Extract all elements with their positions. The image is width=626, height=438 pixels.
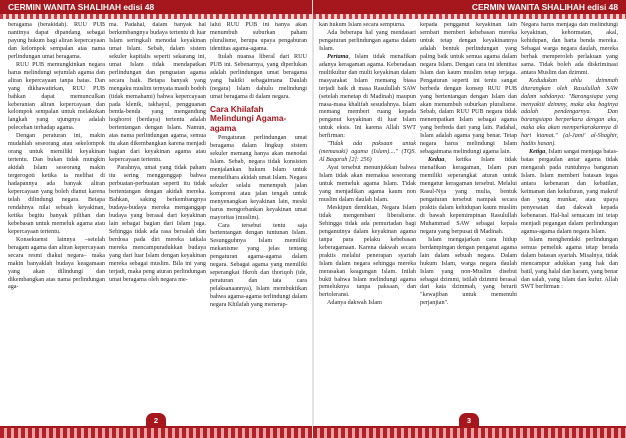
point-label: Ketiga	[529, 149, 546, 156]
right-column-1	[319, 22, 416, 410]
paragraph: Negara harus menjaga dan melindungi keyakinan, kehormatan, akal, kehidupan, dan harta benda mereka. Sebagai warga negara daulah, mereka berhak memperoleh perlakuan yang sama. Tidak boleh ada diskriminasi antara Muslim dan dzimmi.	[521, 22, 618, 76]
paragraph: Pengaturan perlindungan umat beragama dalam lingkup sistem sekuler memang hanya akan menodai Islam. Sebab, negara tidak konsisten menjalankan hukum Islam untuk memelihara akidah umat Islam. Negara sekuler selalu menempuh jalan kompromi atau jalan tengah untuk menyenangkan keyakinan lain, meski harus mengorbankan keyakinan umat mayoritas (muslim).	[210, 135, 307, 221]
paragraph: kan hukum Islam secara sempurna.	[319, 22, 406, 28]
right-column-2	[420, 22, 517, 410]
hadith-lead: Kedudukan ahlu dzimmah	[529, 77, 618, 84]
paragraph: Dengan peraturan ini, makin mudahlah seseorang atau sekelompok orang untuk memiliki keyakinan tertentu. Dan bukan tidak mungkin akidah Islam seseorang makin tergerogoti ketika ia melihat di hadapannya ada banyak aliran kepercayaan yang boleh dianut karena telah dilindungi negara. Betapa rendahnya nilai sebuah keyakinan, ketika begitu banyak pilihan dan kebebasan untuk memeluk agama atau kepercayaan tertentu.	[8, 133, 105, 235]
left-footer	[0, 412, 313, 438]
left-column-1	[8, 22, 105, 410]
paragraph: Islam menghendaki perlindungan semua pemeluk agama tetap berada dalam batasan syariah. Misalnya, tidak mencampur adukkan yang hak dan batil, yang halal dan haram, yang benar dan salah, yang Islam dan kufur. Allah SWT berfirman :	[521, 236, 618, 291]
paragraph: Ada beberapa hal yang mendasari pengaturan perlindungan agama dalam Islam.	[319, 29, 416, 52]
point-text: , Islam tidak menafikan adanya keragaman agama. Keberadaan multikultur dan multi keyakinan dalam masyarakat Islam memang biasa terjadi baik di masa Rasulullah SAW (setelah menetap di Madinah) maupun masa-masa khalifah sesudahnya. Islam memang memberi ruang kepada penganut keyakinan di luar Islam untuk eksis. Ini karena Allah SWT berfirman:	[319, 53, 416, 140]
page-number: 3	[459, 413, 479, 427]
paragraph: RUU PUB memungkinkan negara harus melindungi sejumlah agama dan aliran kepercayaan tanpa batas. Dan yang dikhawatirkan, RUU PUB bahkan dapat memunculkan keberanian aliran kepercayaan dan kelompok sempalan untuk melakukan langkah yang ujungnya adalah pelecehan terhadap agama.	[8, 61, 105, 132]
quran-quote: "Tidak ada paksaan untuk (memasuki) agama (Islam)...." (TQS. Al Baqarah [2]: 256)	[319, 141, 416, 164]
paragraph: Parahnya, umat yang tidak paham itu sering menggunggap bahwa perbuatan-perbuatan seperti itu tidak bertentangan dengan akidah mereka. Bahkan, saking berkembangnya budaya-budaya mereka menganggap budaya yang berasal dari keyakinan lain sebagai bagian dari Islam juga. Sehingga tidak ada rasa bersalah dan berdosa pada diri mereka tatkala mereka mencampuradukkan budaya yang dari luar Islam dengan keyakinan mereka sebagai muslim. Bila ini yang terjadi, maka peng aturan perlindungan umat beragama oleh negara me-	[109, 165, 206, 283]
right-columns	[319, 22, 619, 410]
paragraph: Ayat tersebut menunjukkan bahwa Islam tidak akan memaksa seseorang untuk memeluk agama Islam. Tidak yang menjadikan agama kaum non muslim dalam daulah Islam.	[319, 165, 416, 203]
left-header-ornament	[0, 14, 313, 19]
paragraph: kepada pengganut keyakinan lain sembari memberi kebebasan mereka untuk tetap dengan keyakinannya adalah bentuk perlindungan yang paling baik untuk semua agama dalam negara Islam. Dengan cara ini identitas Islam dan kaum muslim tetap terjaga. Pengaturan seperti ini tentu sangat berbeda dengan konsep RUU PUB yang bertentangan dengan Islam dan akan menumbuh suburkan pluralisme. Sebab, dalam RUU PUB negara tidak menempatkan Islam sebagai agama yang berbeda dari yang lain. Padahal, Islam adalah agama yang benar. Tetap negara harus melindungi Islam sebagaimana melindungi agama lain.	[420, 22, 517, 156]
paragraph: Meskipun demikian, Negara Islam tidak mengembani liberalisme. Sehingga tidak ada pemurtadan bagi penganutnya dalam keyakinan agama tanpa para pelaku kebebasan keberagamaan. Karena dakwah secara praktis melalui penerapan syariah Islam dalam negara sehingga mereka merasakan keagungan Islam. Inilah bukti bahwa Islam melindungi agama pemeluknya tanpa paksaan, dan bertoleransi.	[319, 204, 416, 299]
left-column-2	[109, 22, 206, 410]
right-page	[313, 0, 626, 438]
right-column-3	[521, 22, 618, 410]
point-text: , ketika Islam tidak menafikan keragaman, Islam pun memiliki seperangkat aturan untuk mengatur keragaman tersebut. Melalui Rasul-Nya yang mulia, bentuk pengaturan tersebut nampak secara praktis dalam kehidupan kaum muslim di bawah kepemimpinan Rasulullah Muhammad SAW sebagai kepala negara yang berpusat di Madinah.	[420, 157, 517, 235]
hadith-text: diterangkan oleh Rasulullah SAW dalam sabdanya: "Barangsiapa yang menyakiti dzimmy, maka aku baginya adalah pendengarnya. Dan barangsiapa berperkara dengan aku, maka aku akan memperkarakannya di hari kiamat." (al-Jami' al-Shaghir, hadits hasan).	[521, 85, 618, 148]
paragraph: lalui RUU PUB ini hanya akan menumbuh suburkan paham pluralisme, berupa upaya pengaburan identitas agama-agama.	[210, 22, 307, 52]
right-footer	[313, 412, 626, 438]
right-header-title: CERMIN WANITA SHALIHAH edisi 48	[471, 2, 618, 12]
paragraph	[319, 54, 416, 141]
paragraph: Islam mengajarkan cara hidup berdampingan dengan penganut agama lain dalam sebuah negara. Dalam hukum Islam, warga negara daulah Islam yang non-Muslim disebut sebagai dzimmi, istilah dzimmi berasal dari kata dzimmah, yang berarti "kewajiban untuk memenuhi perjanjian".	[420, 236, 517, 307]
paragraph	[420, 157, 517, 237]
point-label: Pertama	[327, 53, 349, 60]
footer-ornament	[0, 428, 313, 438]
paragraph	[521, 149, 618, 236]
paragraph: beragama (berakidah). RUU PUB nantinya dapat dipandang sebagai payung hukum bagi aliran kepercayaan dan kelompok sempalan atas nama perlindungan umat beragama.	[8, 22, 105, 60]
left-column-3	[210, 22, 307, 410]
left-columns	[8, 22, 308, 410]
paragraph: ma. Padahal, dalam banyak hal berkembangnya budaya tertentu di luar Islam seringkali menodai keyakinan umat Islam. Sebab, dalam sistem sekuler kapitalis seperti sekarang ini, umat Islam tidak mendapatkan perlindungan dan penguatan agama secara baik. Betapa banyak yang mengaku muslim ternyata masih bodoh (tidak memahami) bahwa kepercayaan pada klenik, takhayul, pengguanan benda-benda yang mengandung hoghorot (berdaya) tertentu adalah bertentangan dengan Islam. Namun, atas nama perlindungan agama, semua itu akan dikembangkan karena menjadi bagian dari keyakinan agama atau kepercayaan tertentu.	[109, 22, 206, 164]
right-header	[313, 0, 626, 14]
paragraph	[521, 78, 618, 150]
left-header-title: CERMIN WANITA SHALIHAH edisi 48	[8, 2, 155, 12]
page-number: 2	[146, 413, 166, 427]
right-header-ornament	[313, 14, 626, 19]
footer-ornament	[313, 428, 626, 438]
paragraph: Konsekuensi lainnya –setelah beragam agama dan aliran kepercayaan secara resmi diakui negara– maka makin banyaklah budaya keagamaan yang akan dilindungi dan dikembangkan atas nama perlindungan aga-	[8, 236, 105, 291]
section-heading: Cara Khilafah Melindungi Agama-agama	[210, 103, 287, 133]
paragraph: Itulah nuansa liberal dari RUU PUB ini. Sebenarnya, yang diperlukan adalah perlindungan umat beragama yang hakiki sebagaimana Daulah (negara) Islam dahulu melindungi umat beragama di dalam negara.	[210, 53, 307, 100]
paragraph: Cara tersebut tentu saja bertentangan dengan tuntunan Islam. Sesungguhnya Islam memiliki mekanisme yang jelas tentang pengaturan agama-agama dalam negara. Sebagai agama yang memiliki seperangkat fikroh dan thoriqoh (ide, peraturan dan tata cara pelaksanaannya), Islam membuktikan bahwa agama-agama terlindungi dalam negara Khilafah yang menerap-	[210, 222, 307, 309]
left-header	[0, 0, 313, 14]
point-text: , Islam sangat menjaga batas-batas pergaulan antar agama tidak mengarah pada runtuhnya bangunan Islam. Islam memberi batasan tegas antara kebenaran dan kebatilan, keimanan dan kekufuran, yang makruf dan yang munkar, atau upaya penyesatan dan dakwah kepada kebenaran. Hal-hal semacam ini tetap menjadi pegangan dalam perlindungan agama-agama dalam negara Islam.	[521, 149, 618, 235]
point-label: Kedua	[428, 157, 445, 164]
paragraph: Adanya dakwah Islam	[327, 300, 382, 307]
